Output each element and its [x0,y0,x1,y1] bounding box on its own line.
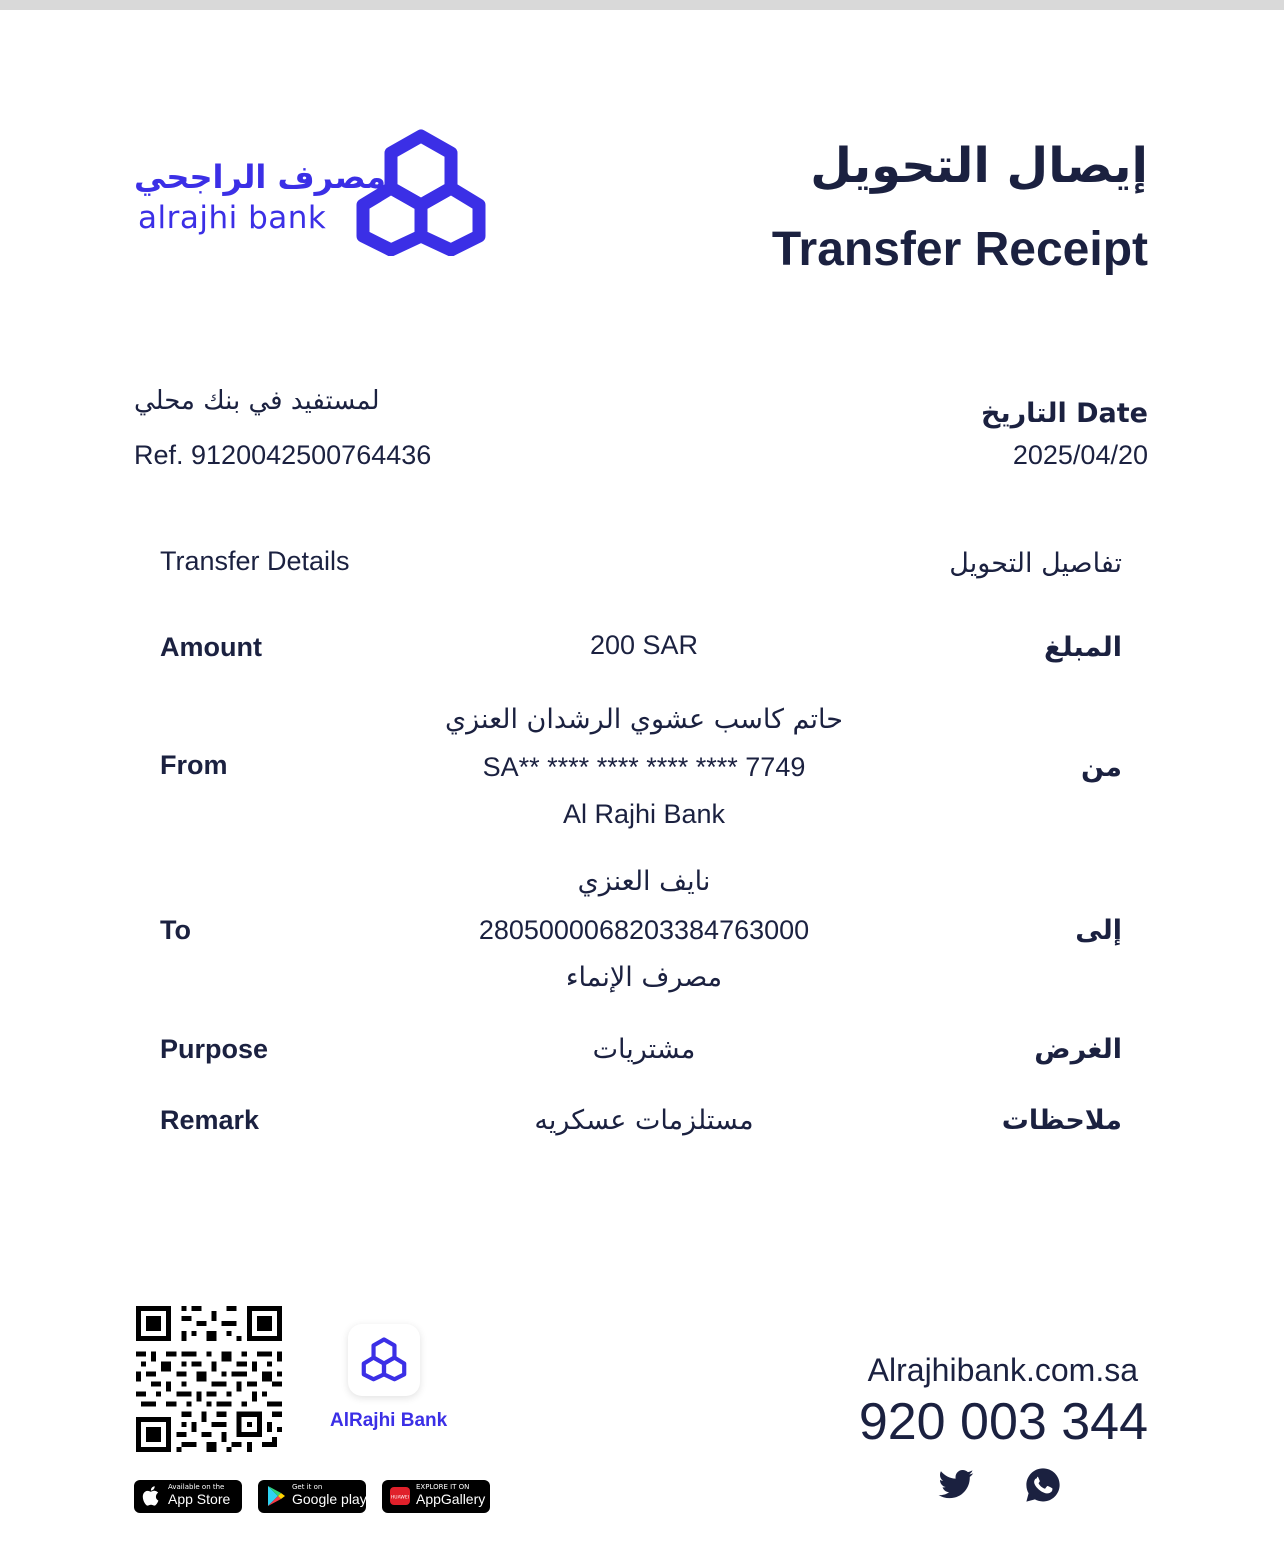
apple-icon [142,1485,162,1507]
reference-number: Ref. 9120042500764436 [134,440,432,470]
bank-name-arabic: مصرف الراجحي [134,158,386,196]
google-play-text: Google play [292,1491,367,1507]
alrajhi-app-logo-icon [361,1336,407,1382]
twitter-icon[interactable] [936,1466,976,1504]
transfer-details-heading-arabic: تفاصيل التحويل [949,548,1122,579]
sender-name: حاتم كاسب عشوي الرشدان العنزي [445,704,843,735]
whatsapp-icon[interactable] [1023,1466,1063,1504]
amount-label-english: Amount [160,632,262,662]
purpose-label-arabic: الغرض [1034,1034,1122,1065]
remark-value: مستلزمات عسكريه [534,1105,754,1136]
alrajhi-logo-icon [355,128,487,256]
sender-bank: Al Rajhi Bank [562,799,726,829]
app-gallery-badge[interactable] [382,1480,490,1513]
google-play-icon [266,1485,286,1507]
app-icon [348,1324,420,1396]
from-label-english: From [160,750,228,780]
qr-code-icon [136,1306,282,1452]
purpose-value: مشتريات [592,1034,696,1065]
recipient-bank: مصرف الإنماء [565,962,723,993]
transfer-details-heading-english: Transfer Details [160,546,350,576]
app-gallery-small-text: EXPLORE IT ON [416,1483,470,1491]
to-label-english: To [160,915,191,945]
sender-account: SA** **** **** **** **** 7749 [482,752,806,782]
to-label-arabic: إلى [1075,915,1122,946]
recipient-account: 280500006820338476300​0 [478,915,810,945]
amount-label-arabic: المبلغ [1044,632,1122,663]
beneficiary-type: لمستفيد في بنك محلي [134,386,380,416]
phone-number[interactable]: 920 003 344 [858,1393,1148,1451]
purpose-label-english: Purpose [160,1034,269,1064]
amount-value: 200 SAR [589,630,699,660]
bank-name-english: alrajhi bank [138,200,327,236]
app-store-small-text: Available on the [168,1483,225,1491]
app-store-badge[interactable] [134,1480,242,1513]
google-play-badge[interactable] [258,1480,366,1513]
svg-text:HUAWEI: HUAWEI [390,1495,410,1501]
date-label: التاريخ Date [981,398,1148,429]
remark-label-arabic: ملاحظات [1001,1105,1122,1136]
receipt-title-arabic: إيصال التحويل [810,138,1148,194]
google-play-small-text: Get it on [292,1483,323,1491]
receipt-title-english: Transfer Receipt [771,223,1148,276]
app-name: AlRajhi Bank [330,1410,448,1431]
huawei-icon [390,1485,410,1507]
remark-label-english: Remark [160,1105,260,1135]
top-edge [0,0,1284,10]
date-value: 2025/04/20 [1012,440,1148,470]
recipient-name: نايف العنزي [577,866,711,897]
app-store-text: App Store [168,1491,231,1507]
website-link[interactable]: Alrajhibank.com.sa [867,1352,1138,1388]
from-label-arabic: من [1080,752,1122,783]
app-gallery-text: AppGallery [416,1491,486,1507]
